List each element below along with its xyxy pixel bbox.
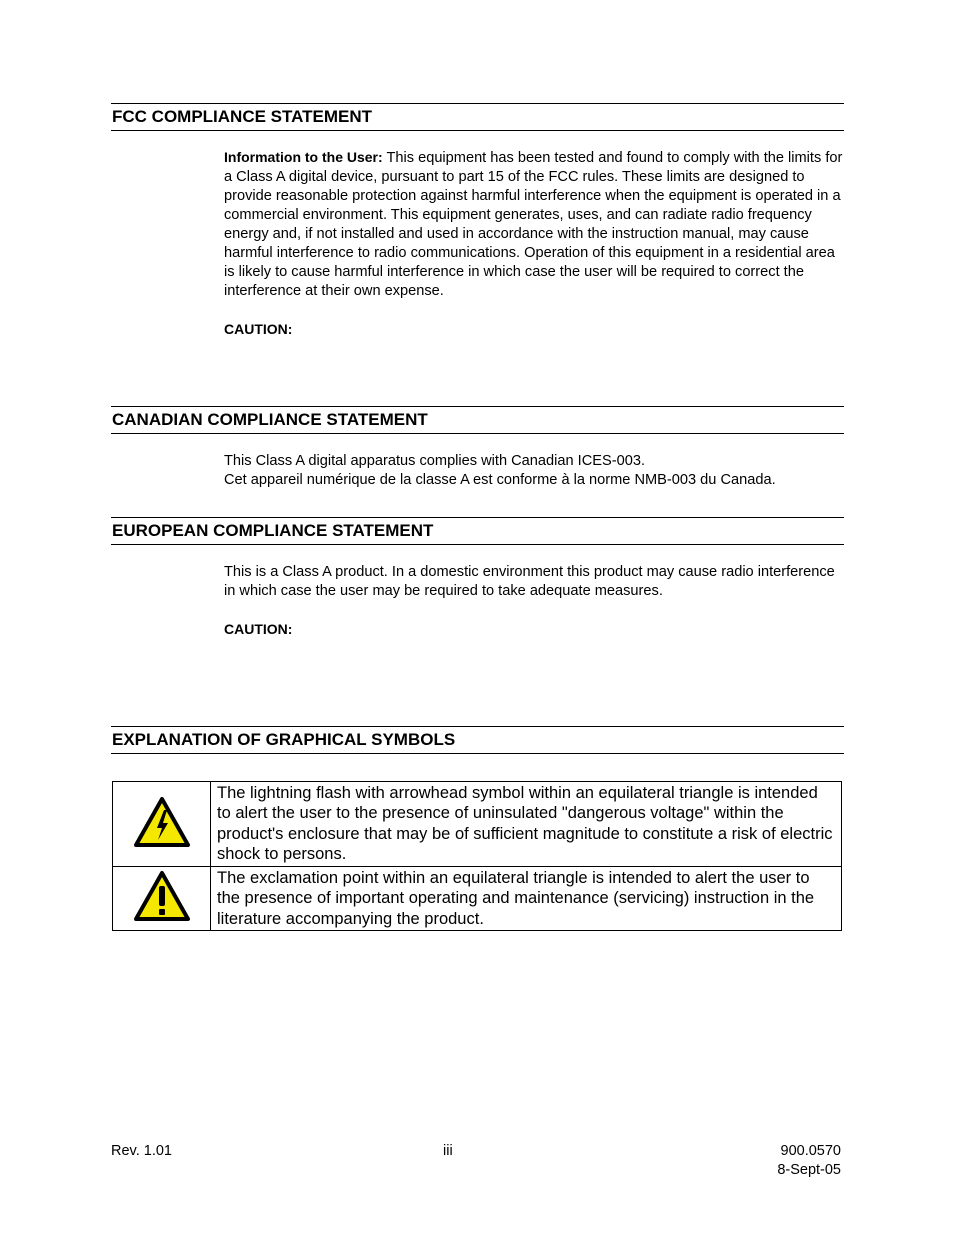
fcc-heading: FCC COMPLIANCE STATEMENT [111,103,844,131]
symbols-table [112,781,842,931]
footer-page-number: iii [443,1143,453,1159]
symbol-description-exclamation: The exclamation point within an equilateral triangle is intended to alert the user to the presence of important operating and maintenance (servicing) instruction in the literature accompanying the product. [211,867,842,931]
fcc-lead: Information to the User: [224,149,383,165]
symbol-icon-cell [113,867,211,931]
footer-revision: Rev. 1.01 [111,1143,172,1159]
symbols-heading: EXPLANATION OF GRAPHICAL SYMBOLS [111,726,844,754]
european-body [224,563,846,601]
symbol-row-exclamation [113,867,842,931]
fcc-caution: CAUTION: [224,321,293,337]
footer-doc-info [777,1142,841,1180]
symbol-description-lightning: The lightning flash with arrowhead symbol within an equilateral triangle is intended to alert the user to the presence of uninsulated "dangerous voltage" within the product's enclosure that may be of sufficient magnitude to constitute a risk of electric shock to persons. [211,782,842,867]
canadian-body [224,452,846,490]
canadian-line-french: Cet appareil numérique de la classe A est conforme à la norme NMB-003 du Canada. [224,472,776,488]
symbol-row-lightning [113,782,842,867]
european-heading: EUROPEAN COMPLIANCE STATEMENT [111,517,844,545]
european-caution: CAUTION: [224,621,293,637]
exclamation-warning-icon [133,870,191,922]
canadian-line-english: This Class A digital apparatus complies with Canadian ICES-003. [224,453,646,469]
footer-doc-number: 900.0570 [780,1143,841,1159]
lightning-warning-icon [133,796,191,848]
fcc-body [224,148,846,301]
symbol-icon-cell [113,782,211,867]
footer-date: 8-Sept-05 [777,1162,841,1178]
canadian-heading: CANADIAN COMPLIANCE STATEMENT [111,406,844,434]
fcc-text: This equipment has been tested and found to comply with the limits for a Class A digital device, pursuant to part 15 of the FCC rules. These limits are designed to provide reasonable protection against harmful interference when the equipment is operated in a commercial environment. This equipment generates, uses, and can radiate radio frequency energy and, if not installed and used in accordance with the instruction manual, may cause harmful interference to radio communications. Operation of this equipment in a residential area is likely to cause harmful interference in which case the user will be required to correct the interference at their own expense. [224,150,843,299]
european-text: This is a Class A product. In a domestic environment this product may cause radio interference in which case the user may be required to take adequate measures. [224,564,835,599]
